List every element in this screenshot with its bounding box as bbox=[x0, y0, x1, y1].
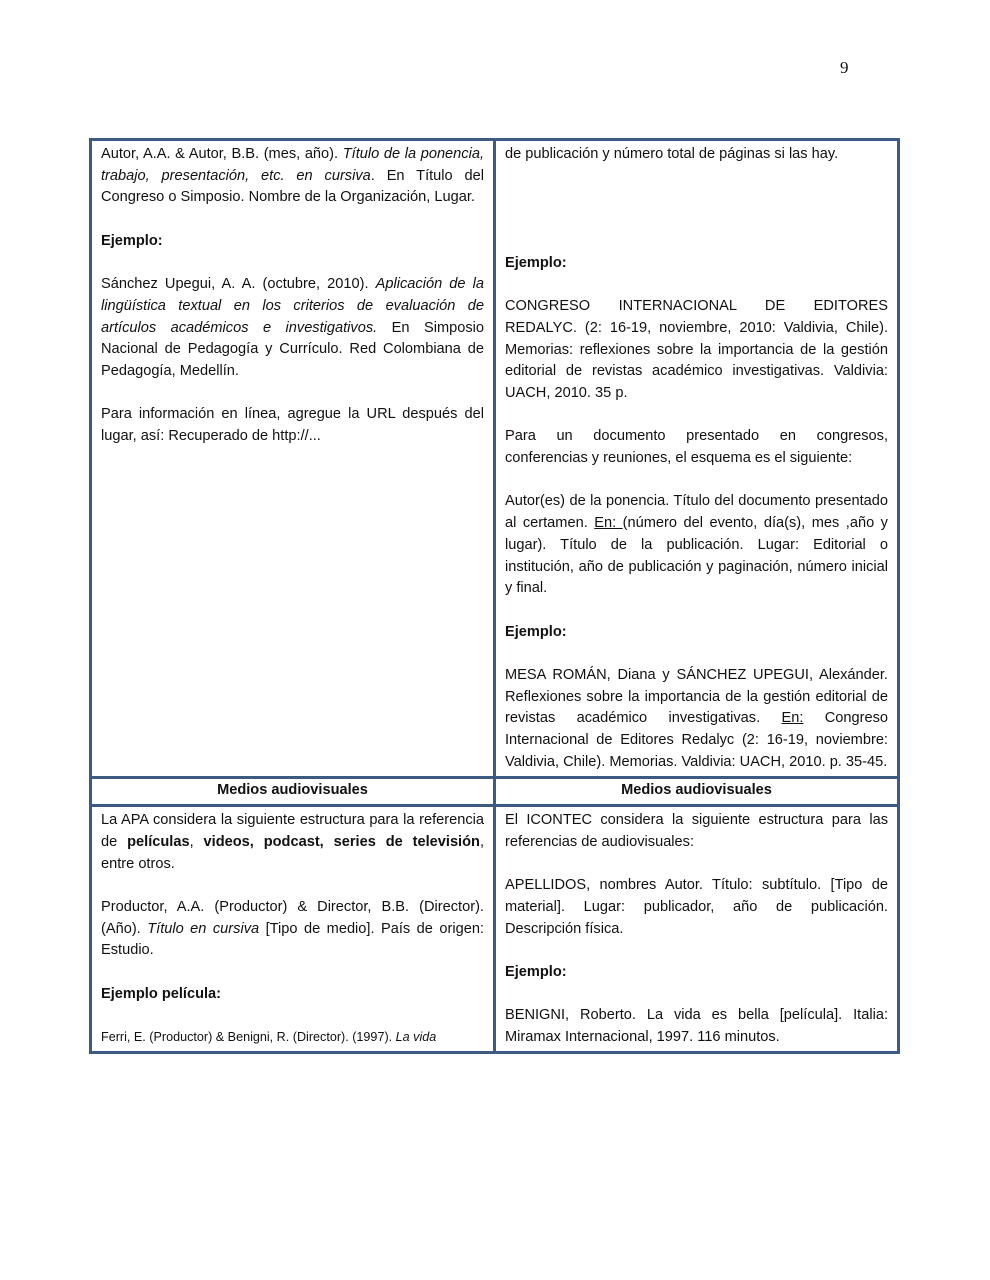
intro-text: La APA considera la siguiente estructura para la referencia de bbox=[101, 812, 484, 850]
example-italic-text: La vida bbox=[395, 1030, 437, 1045]
congress-intro: Para un documento presentado en congresos, conferencias y reuniones, el esquema es el siguiente: bbox=[505, 428, 888, 466]
format-text: . En Título del Congreso o Simposio. Nombre de la Organización, Lugar. bbox=[101, 167, 484, 206]
example-label: Ejemplo: bbox=[505, 254, 567, 271]
icontec-example-2 bbox=[505, 665, 888, 774]
icontec-audiovisual-intro: El ICONTEC considera la siguiente estructura para las referencias de audiovisuales: bbox=[505, 812, 888, 850]
example-label-para bbox=[505, 622, 888, 644]
example-label: Ejemplo: bbox=[505, 623, 567, 640]
example-label: Ejemplo película: bbox=[101, 985, 222, 1002]
example-label-para bbox=[505, 253, 888, 275]
example-text: MESA ROMÁN, Diana y SÁNCHEZ UPEGUI, Alexánder. Reflexiones sobre la importancia de la gestión editorial de revistas académico investigativas. bbox=[505, 666, 888, 727]
apa-audiovisual-example bbox=[101, 1027, 484, 1049]
example-label-para bbox=[101, 231, 484, 253]
section-header-left: Medios audiovisuales bbox=[91, 777, 495, 806]
apa-congress-format bbox=[101, 144, 484, 209]
format-italic-text: Título de la ponencia, trabajo, presentación, etc. en cursiva bbox=[101, 146, 484, 184]
example-text: Ferri, E. (Productor) & Benigni, R. (Director). (1997). bbox=[101, 1030, 396, 1045]
example-label-para bbox=[505, 962, 888, 984]
intro-bold-text: videos, podcast, series de televisión bbox=[203, 833, 480, 850]
icontec-example-1: CONGRESO INTERNACIONAL DE EDITORES REDALYC. (2: 16-19, noviembre, 2010: Valdivia, Chile). Memorias: reflexiones sobre la importancia de la gestión editorial de revistas académico investigativas. Valdivia: UACH, 2010. 35 p. bbox=[505, 298, 888, 401]
format-text: [Tipo de medio]. País de origen: Estudio. bbox=[101, 920, 484, 959]
scheme-text: (número del evento, día(s), mes ,año y lugar). Título de la publicación. Lugar: Editorial o institución, año de publicación y paginación, número inicial y final. bbox=[505, 515, 888, 597]
icontec-congress-cell bbox=[495, 140, 899, 778]
apa-congress-cell bbox=[91, 140, 495, 778]
apa-audiovisual-cell bbox=[91, 806, 495, 1053]
apa-congress-example bbox=[101, 274, 484, 383]
reference-table bbox=[89, 138, 900, 1054]
icontec-audiovisual-example: BENIGNI, Roberto. La vida es bella [película]. Italia: Miramax Internacional, 1997. 116 minutos. bbox=[505, 1007, 888, 1046]
apa-audiovisual-intro bbox=[101, 810, 484, 875]
example-label: Ejemplo: bbox=[505, 964, 567, 981]
spacer bbox=[505, 166, 888, 253]
example-underlined-text: En: bbox=[781, 710, 804, 727]
example-text: En Simposio Nacional de Pedagogía y Currículo. Red Colombiana de Pedagogía, Medellín. bbox=[101, 319, 485, 379]
example-label: Ejemplo: bbox=[101, 232, 163, 249]
scheme-underlined-text: En: bbox=[594, 515, 623, 532]
intro-text: , entre otros. bbox=[101, 833, 485, 872]
table-row bbox=[91, 777, 899, 806]
format-text: Autor, A.A. & Autor, B.B. (mes, año). bbox=[101, 146, 343, 162]
section-header-right: Medios audiovisuales bbox=[495, 777, 899, 806]
format-text: Productor, A.A. (Productor) & Director, B.B. (Director). (Año). bbox=[101, 899, 484, 937]
table-row bbox=[91, 140, 899, 778]
table-row bbox=[91, 806, 899, 1053]
continuation-text: de publicación y número total de páginas si las hay. bbox=[505, 146, 839, 162]
intro-bold-text: películas bbox=[127, 833, 190, 850]
icontec-audiovisual-format: APELLIDOS, nombres Autor. Título: subtítulo. [Tipo de material]. Lugar: publicador, año de publicación. Descripción física. bbox=[505, 877, 888, 937]
online-note: Para información en línea, agregue la URL después del lugar, así: Recuperado de http://... bbox=[101, 406, 484, 445]
page-number: 9 bbox=[840, 58, 849, 77]
example-text: Congreso Internacional de Editores Redalyc (2: 16-19, noviembre: Valdivia, Chile). Memorias. Valdivia: UACH, 2010. p. 35-45. bbox=[505, 710, 888, 770]
congress-scheme bbox=[505, 491, 888, 600]
intro-text: , bbox=[189, 833, 204, 850]
scheme-text: Autor(es) de la ponencia. Título del documento presentado al certamen. bbox=[505, 493, 888, 532]
example-text: Sánchez Upegui, A. A. (octubre, 2010). bbox=[101, 276, 376, 293]
example-label-para bbox=[101, 984, 484, 1006]
example-italic-text: Aplicación de la lingüística textual en los criterios de evaluación de artículos académicos e investigativos. bbox=[101, 276, 484, 336]
icontec-audiovisual-cell bbox=[495, 806, 899, 1053]
format-italic-text: Título en cursiva bbox=[147, 920, 260, 937]
apa-audiovisual-format bbox=[101, 897, 484, 962]
